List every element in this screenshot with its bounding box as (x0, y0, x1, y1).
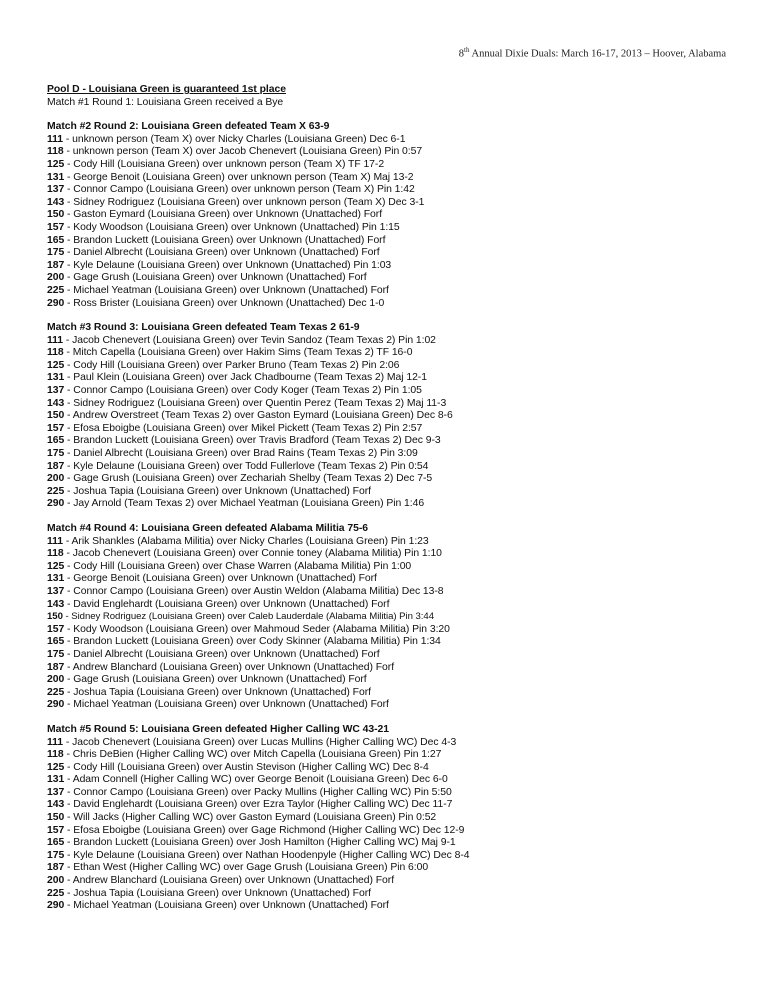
match-heading: Match #5 Round 5: Louisiana Green defeated Higher Calling WC 43-21 (47, 723, 389, 735)
weight-class: 150 (47, 812, 65, 824)
weight-class: 150 (47, 611, 63, 623)
bout-result: - Cody Hill (Louisiana Green) over Austin Stevison (Higher Calling WC) Dec 8-4 (64, 761, 429, 773)
bout-row (47, 548, 748, 561)
weight-class: 187 (47, 862, 65, 874)
bout-row (47, 888, 748, 901)
bout-result: - Kody Woodson (Louisiana Green) over Mahmoud Seder (Alabama Militia) Pin 3:20 (64, 623, 450, 635)
bout-result: - George Benoit (Louisiana Green) over unknown person (Team X) Maj 13-2 (64, 171, 414, 183)
bout-result: - Jay Arnold (Team Texas 2) over Michael Yeatman (Louisiana Green) Pin 1:46 (64, 498, 425, 510)
bout-row (47, 674, 748, 687)
bout-result: - Andrew Blanchard (Louisiana Green) over Unknown (Unattached) Forf (64, 661, 395, 673)
weight-class: 118 (47, 749, 64, 761)
bout-result: - Joshua Tapia (Louisiana Green) over Unknown (Unattached) Forf (64, 887, 371, 899)
weight-class: 131 (47, 774, 65, 786)
weight-class: 131 (47, 573, 65, 585)
weight-class: 187 (47, 661, 65, 673)
bout-row (47, 636, 748, 649)
bout-row (47, 699, 748, 712)
bout-result: - Connor Campo (Louisiana Green) over unknown person (Team X) Pin 1:42 (64, 184, 415, 196)
bout-row (47, 536, 748, 549)
document-header (459, 46, 726, 60)
bout-row (47, 749, 748, 762)
match-section (47, 322, 748, 511)
weight-class: 290 (47, 498, 65, 510)
weight-class: 165 (47, 636, 65, 648)
weight-class: 200 (47, 875, 65, 887)
bout-result: - Daniel Albrecht (Louisiana Green) over Unknown (Unattached) Forf (64, 648, 380, 660)
results-body (47, 84, 748, 913)
weight-class: 143 (47, 799, 65, 811)
weight-class: 137 (47, 585, 65, 597)
bout-row (47, 247, 748, 260)
bout-row (47, 687, 748, 700)
section-gap (47, 712, 748, 724)
bout-row (47, 900, 748, 913)
bout-result: - Jacob Chenevert (Louisiana Green) over Lucas Mullins (Higher Calling WC) Dec 4-3 (63, 736, 457, 748)
bout-row (47, 209, 748, 222)
weight-class: 118 (47, 548, 64, 560)
pool-title: Pool D - Louisiana Green is guaranteed 1st place (47, 84, 286, 95)
bout-row (47, 774, 748, 787)
bout-result: - Gage Grush (Louisiana Green) over Unknown (Unattached) Forf (64, 272, 367, 284)
bout-result: - Gage Grush (Louisiana Green) over Unknown (Unattached) Forf (64, 674, 367, 686)
weight-class: 290 (47, 699, 65, 711)
bout-row (47, 586, 748, 599)
bout-result: - unknown person (Team X) over Nicky Charles (Louisiana Green) Dec 6-1 (63, 133, 406, 145)
bout-result: - Michael Yeatman (Louisiana Green) over Unknown (Unattached) Forf (64, 284, 389, 296)
bout-result: - Kody Woodson (Louisiana Green) over Unknown (Unattached) Pin 1:15 (64, 221, 400, 233)
weight-class: 150 (47, 209, 65, 221)
weight-class: 111 (47, 334, 64, 346)
bout-row (47, 335, 748, 348)
weight-class: 200 (47, 674, 65, 686)
match-section (47, 523, 748, 712)
weight-class: 137 (47, 786, 65, 798)
weight-class: 143 (47, 397, 65, 409)
weight-class: 137 (47, 385, 65, 397)
header-ordinal: 8 (458, 48, 465, 60)
bout-row (47, 372, 748, 385)
bout-result: - Connor Campo (Louisiana Green) over Packy Mullins (Higher Calling WC) Pin 5:50 (64, 786, 452, 798)
bout-row (47, 624, 748, 637)
bout-row (47, 159, 748, 172)
bout-result: - Brandon Luckett (Louisiana Green) over Josh Hamilton (Higher Calling WC) Maj 9-1 (64, 837, 456, 849)
bout-result: - Will Jacks (Higher Calling WC) over Gaston Eymard (Louisiana Green) Pin 0:52 (64, 812, 437, 824)
match-heading: Match #2 Round 2: Louisiana Green defeated Team X 63-9 (47, 121, 330, 133)
match-heading: Match #3 Round 3: Louisiana Green defeated Team Texas 2 61-9 (47, 322, 360, 334)
bout-result: - Sidney Rodriguez (Louisiana Green) over Quentin Perez (Team Texas 2) Maj 11-3 (64, 397, 447, 409)
bout-row (47, 385, 748, 398)
weight-class: 157 (47, 422, 65, 434)
bout-result: - Sidney Rodriguez (Louisiana Green) over Caleb Lauderdale (Alabama Militia) Pin 3:44 (62, 611, 434, 623)
weight-class: 175 (47, 849, 65, 861)
bout-row (47, 435, 748, 448)
bout-result: - Cody Hill (Louisiana Green) over Chase Warren (Alabama Militia) Pin 1:00 (64, 560, 412, 572)
bout-row (47, 875, 748, 888)
bout-result: - Daniel Albrecht (Louisiana Green) over Brad Rains (Team Texas 2) Pin 3:09 (64, 448, 418, 460)
bout-result: - Cody Hill (Louisiana Green) over Parker Bruno (Team Texas 2) Pin 2:06 (64, 359, 400, 371)
bout-result: - Kyle Delaune (Louisiana Green) over Nathan Hoodenpyle (Higher Calling WC) Dec 8-4 (64, 849, 470, 861)
bout-result: - Cody Hill (Louisiana Green) over unknown person (Team X) TF 17-2 (64, 158, 385, 170)
bout-row (47, 285, 748, 298)
bout-row (47, 360, 748, 373)
weight-class: 150 (47, 410, 65, 422)
weight-class: 118 (47, 146, 64, 158)
bout-result: - Arik Shankles (Alabama Militia) over Nicky Charles (Louisiana Green) Pin 1:23 (63, 535, 429, 547)
bout-row (47, 272, 748, 285)
bout-result: - Adam Connell (Higher Calling WC) over George Benoit (Louisiana Green) Dec 6-0 (64, 774, 448, 786)
bout-result: - Andrew Blanchard (Louisiana Green) over Unknown (Unattached) Forf (64, 875, 395, 887)
bout-result: - unknown person (Team X) over Jacob Chenevert (Louisiana Green) Pin 0:57 (63, 146, 423, 158)
bout-row (47, 172, 748, 185)
weight-class: 187 (47, 259, 65, 271)
bout-result: - Joshua Tapia (Louisiana Green) over Unknown (Unattached) Forf (64, 485, 371, 497)
bout-row (47, 799, 748, 812)
bout-result: - Michael Yeatman (Louisiana Green) over Unknown (Unattached) Forf (64, 900, 389, 912)
bout-result: - Gaston Eymard (Louisiana Green) over Unknown (Unattached) Forf (64, 209, 383, 221)
weight-class: 175 (47, 247, 65, 259)
bout-row (47, 461, 748, 474)
bout-result: - David Englehardt (Louisiana Green) over Ezra Taylor (Higher Calling WC) Dec 11-7 (64, 799, 453, 811)
bout-result: - Andrew Overstreet (Team Texas 2) over Gaston Eymard (Louisiana Green) Dec 8-6 (64, 410, 453, 422)
bout-result: - Efosa Eboigbe (Louisiana Green) over Gage Richmond (Higher Calling WC) Dec 12-9 (64, 824, 465, 836)
weight-class: 290 (47, 297, 65, 309)
weight-class: 165 (47, 234, 65, 246)
bout-result: - Sidney Rodriguez (Louisiana Green) over unknown person (Team X) Dec 3-1 (64, 196, 425, 208)
bout-result: - Brandon Luckett (Louisiana Green) over Unknown (Unattached) Forf (64, 234, 386, 246)
bout-row (47, 184, 748, 197)
weight-class: 200 (47, 272, 65, 284)
bout-row (47, 448, 748, 461)
bout-result: - Jacob Chenevert (Louisiana Green) over Connie toney (Alabama Militia) Pin 1:10 (63, 548, 442, 560)
weight-class: 187 (47, 460, 65, 472)
header-ordinal-suffix: th (464, 46, 470, 54)
weight-class: 111 (47, 535, 64, 547)
bout-row (47, 662, 748, 675)
bout-row (47, 611, 748, 624)
bout-result: - Joshua Tapia (Louisiana Green) over Unknown (Unattached) Forf (64, 686, 371, 698)
bout-row (47, 498, 748, 511)
weight-class: 225 (47, 485, 65, 497)
weight-class: 157 (47, 221, 65, 233)
bout-result: - George Benoit (Louisiana Green) over Unknown (Unattached) Forf (64, 573, 377, 585)
bye-line: Match #1 Round 1: Louisiana Green received a Bye (47, 96, 284, 108)
bout-row (47, 398, 748, 411)
weight-class: 200 (47, 473, 65, 485)
bout-row (47, 837, 748, 850)
weight-class: 143 (47, 196, 65, 208)
bout-row (47, 812, 748, 825)
weight-class: 165 (47, 837, 65, 849)
matches-list (47, 109, 748, 913)
bout-row (47, 134, 748, 147)
weight-class: 118 (47, 347, 64, 359)
bout-result: - Brandon Luckett (Louisiana Green) over Cody Skinner (Alabama Militia) Pin 1:34 (64, 636, 441, 648)
bout-result: - Ross Brister (Louisiana Green) over Unknown (Unattached) Dec 1-0 (64, 297, 385, 309)
bout-result: - Kyle Delaune (Louisiana Green) over Unknown (Unattached) Pin 1:03 (64, 259, 392, 271)
bout-row (47, 599, 748, 612)
weight-class: 125 (47, 158, 65, 170)
bout-result: - Chris DeBien (Higher Calling WC) over Mitch Capella (Louisiana Green) Pin 1:27 (63, 749, 442, 761)
bout-row (47, 862, 748, 875)
match-heading: Match #4 Round 4: Louisiana Green defeated Alabama Militia 75-6 (47, 523, 368, 534)
bout-row (47, 561, 748, 574)
weight-class: 157 (47, 623, 65, 635)
bout-result: - Michael Yeatman (Louisiana Green) over Unknown (Unattached) Forf (64, 699, 389, 711)
bout-row (47, 737, 748, 750)
bout-result: - Connor Campo (Louisiana Green) over Austin Weldon (Alabama Militia) Dec 13-8 (64, 585, 444, 597)
bout-row (47, 486, 748, 499)
match-section (47, 724, 748, 913)
bout-row (47, 787, 748, 800)
bout-row (47, 762, 748, 775)
weight-class: 131 (47, 372, 65, 384)
weight-class: 111 (47, 133, 64, 145)
weight-class: 125 (47, 761, 65, 773)
bout-result: - Ethan West (Higher Calling WC) over Gage Grush (Louisiana Green) Pin 6:00 (64, 862, 429, 874)
weight-class: 131 (47, 171, 65, 183)
bout-result: - Connor Campo (Louisiana Green) over Cody Koger (Team Texas 2) Pin 1:05 (64, 385, 422, 397)
bout-result: - David Englehardt (Louisiana Green) over Unknown (Unattached) Forf (64, 598, 390, 610)
weight-class: 225 (47, 686, 65, 698)
weight-class: 143 (47, 598, 65, 610)
bout-result: - Daniel Albrecht (Louisiana Green) over Unknown (Unattached) Forf (64, 247, 380, 259)
header-event-text: Annual Dixie Duals: March 16-17, 2013 – Hoover, Alabama (469, 48, 726, 60)
bout-row (47, 573, 748, 586)
bout-result: - Paul Klein (Louisiana Green) over Jack Chadbourne (Team Texas 2) Maj 12-1 (64, 372, 427, 384)
match-section (47, 121, 748, 310)
weight-class: 137 (47, 184, 65, 196)
section-gap (47, 109, 748, 121)
bout-row (47, 260, 748, 273)
bout-row (47, 649, 748, 662)
bout-row (47, 197, 748, 210)
weight-class: 125 (47, 359, 65, 371)
bout-row (47, 222, 748, 235)
bout-result: - Kyle Delaune (Louisiana Green) over Todd Fullerlove (Team Texas 2) Pin 0:54 (64, 460, 429, 472)
bout-result: - Mitch Capella (Louisiana Green) over Hakim Sims (Team Texas 2) TF 16-0 (63, 347, 413, 359)
section-gap (47, 310, 748, 322)
bout-row (47, 298, 748, 311)
bout-result: - Gage Grush (Louisiana Green) over Zechariah Shelby (Team Texas 2) Dec 7-5 (64, 473, 433, 485)
weight-class: 111 (47, 736, 64, 748)
bout-row (47, 423, 748, 436)
bout-result: - Jacob Chenevert (Louisiana Green) over Tevin Sandoz (Team Texas 2) Pin 1:02 (63, 334, 436, 346)
bout-row (47, 146, 748, 159)
bout-row (47, 473, 748, 486)
bout-row (47, 850, 748, 863)
weight-class: 225 (47, 887, 65, 899)
section-gap (47, 511, 748, 523)
bout-result: - Efosa Eboigbe (Louisiana Green) over Mikel Pickett (Team Texas 2) Pin 2:57 (64, 422, 423, 434)
bout-result: - Brandon Luckett (Louisiana Green) over Travis Bradford (Team Texas 2) Dec 9-3 (64, 435, 441, 447)
bout-row (47, 347, 748, 360)
weight-class: 125 (47, 560, 65, 572)
weight-class: 175 (47, 448, 65, 460)
weight-class: 175 (47, 648, 65, 660)
weight-class: 290 (47, 900, 65, 912)
weight-class: 225 (47, 284, 65, 296)
bout-row (47, 825, 748, 838)
weight-class: 165 (47, 435, 65, 447)
weight-class: 157 (47, 824, 65, 836)
bout-row (47, 235, 748, 248)
bout-row (47, 410, 748, 423)
